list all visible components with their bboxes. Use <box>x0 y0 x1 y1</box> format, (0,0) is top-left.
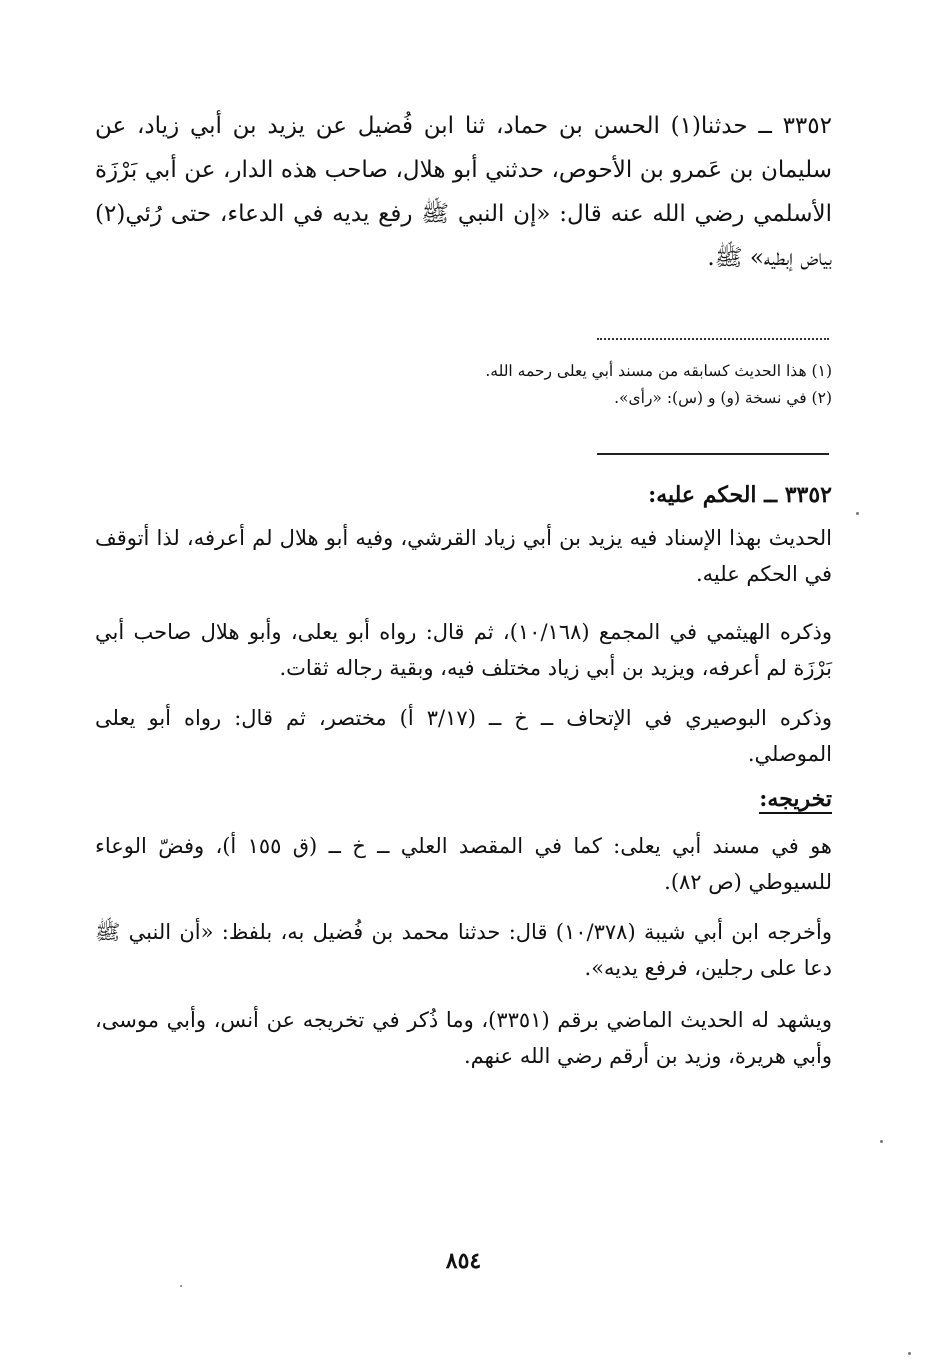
hadith-text: ٣٣٥٢ ــ حدثنا(١) الحسن بن حماد، ثنا ابن فُضيل عن يزيد بن أبي زياد، عن سليمان بن عَمرو بن الأحوص، حدثني أبو هلال، صاحب هذه الدار، عن أبي بَرْزَة الأسلمي رضي الله عنه قال: «إن النبي ﷺ رفع يديه في الدعاء، حتى رُئي(٢) بياض إبطيه» ﷺ. <box>95 113 832 271</box>
section-divider <box>597 453 829 455</box>
footnotes <box>95 358 832 412</box>
page-number: ٨٥٤ <box>445 1248 482 1274</box>
scan-speck <box>180 1285 182 1287</box>
hukm-paragraph-3: وذكره البوصيري في الإتحاف ــ خ ــ (٣/١٧ أ) مختصر، ثم قال: رواه أبو يعلى الموصلي. <box>95 706 833 766</box>
scan-speck <box>880 1140 883 1143</box>
scan-speck <box>856 512 859 515</box>
takhrij-paragraph-3: ويشهد له الحديث الماضي برقم (٣٣٥١)، وما ذُكر في تخريجه عن أنس، وأبي موسى، وأبي هريرة، وزيد بن أرقم رضي الله عنهم. <box>95 1008 832 1068</box>
takhrij-heading-text: تخريجه: <box>759 786 832 812</box>
takhrij-paragraph-2: وأخرجه ابن أبي شيبة (١٠/٣٧٨) قال: حدثنا محمد بن فُضيل به، بلفظ: «أن النبي ﷺ دعا على رجلين، فرفع يديه». <box>95 920 832 980</box>
hukm-paragraph-1: الحديث بهذا الإسناد فيه يزيد بن أبي زياد القرشي، وفيه أبو هلال لم أعرفه، لذا أتوقف في الحكم عليه. <box>95 526 832 586</box>
scan-speck <box>908 1352 911 1355</box>
footnote-2: (٢) في نسخة (و) و (س): «رأى». <box>614 389 832 407</box>
hukm-heading: ٣٣٥٢ ــ الحكم عليه: <box>648 482 832 508</box>
hukm-paragraph-2: وذكره الهيثمي في المجمع (١٠/١٦٨)، ثم قال: رواه أبو يعلى، وأبو هلال صاحب أبي بَرْزَة لم أعرفه، ويزيد بن أبي زياد مختلف فيه، وبقية رجاله ثقات. <box>95 620 832 680</box>
footnote-1: (١) هذا الحديث كسابقه من مسند أبي يعلى رحمه الله. <box>485 362 832 380</box>
takhrij-paragraph-1: هو في مسند أبي يعلى: كما في المقصد العلي ــ خ ــ (ق ١٥٥ أ)، وفضّ الوعاء للسيوطي (ص ٨٢). <box>95 834 832 894</box>
takhrij-heading <box>95 784 832 814</box>
footnote-separator <box>597 318 829 340</box>
